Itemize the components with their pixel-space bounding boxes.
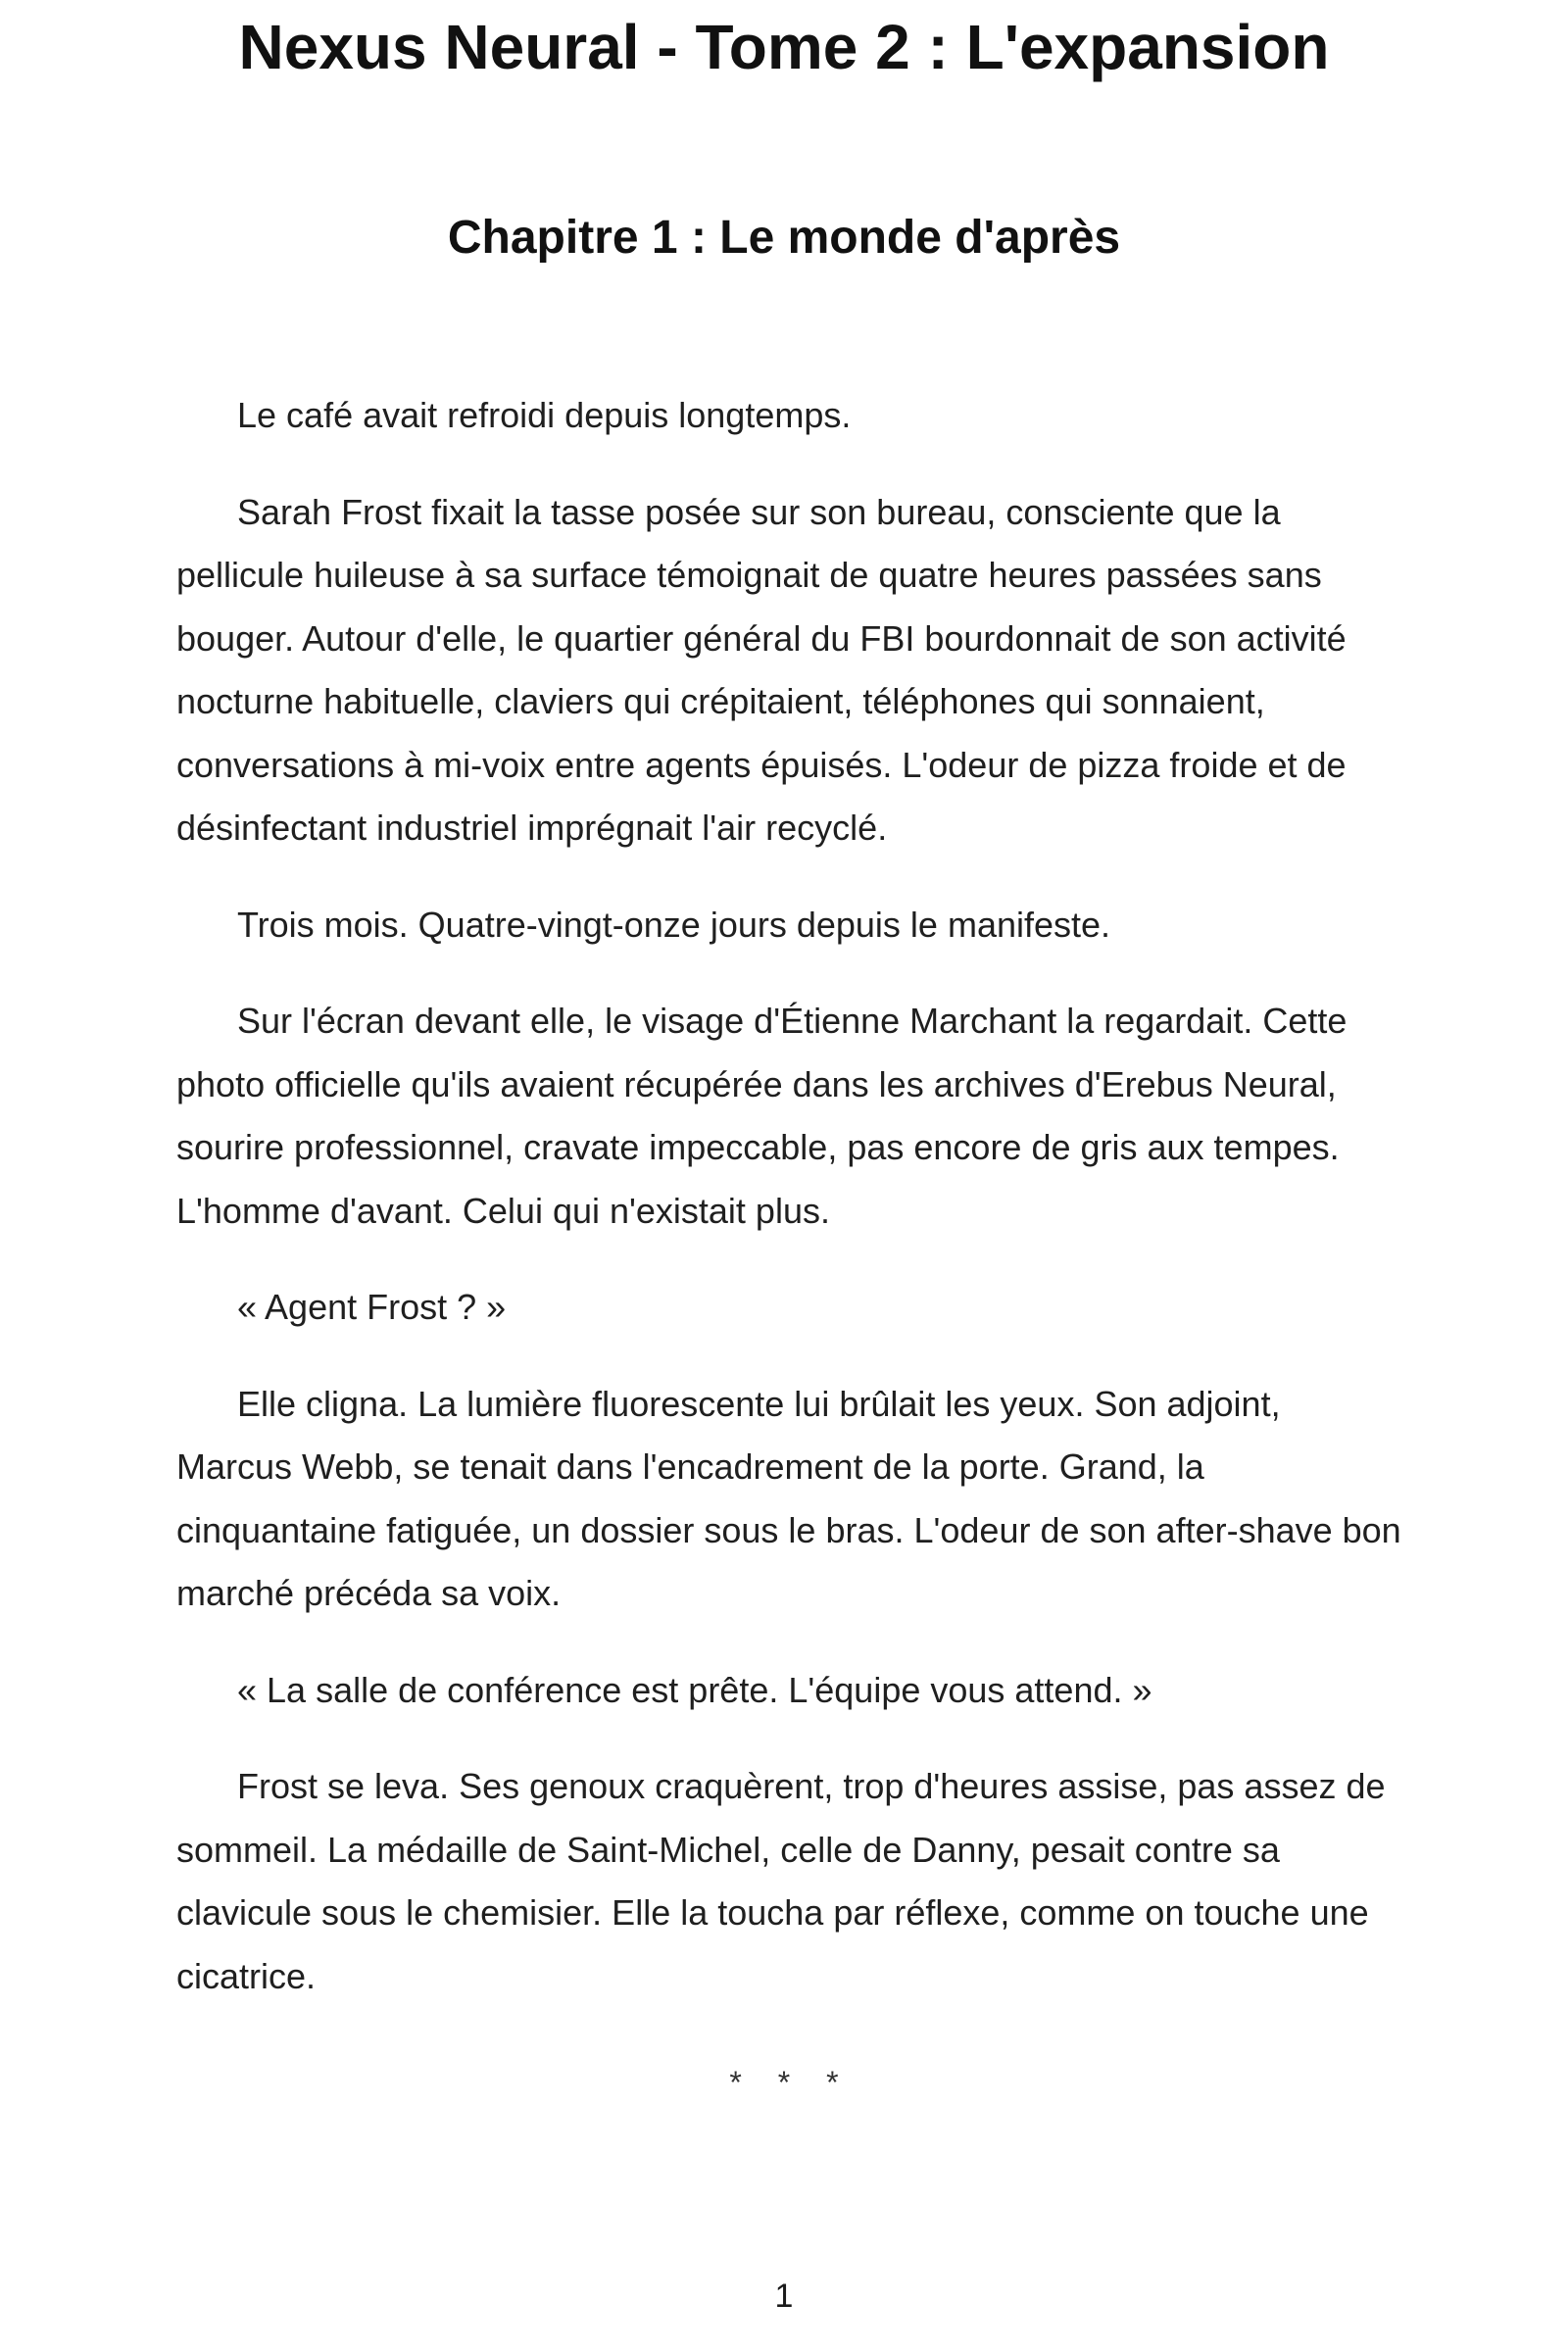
- paragraph: « Agent Frost ? »: [237, 1287, 507, 1327]
- scene-break: * * *: [729, 2065, 839, 2100]
- chapter-body: [176, 384, 1401, 2041]
- paragraph: Frost se leva. Ses genoux craquèrent, trop d'heures assise, pas assez de sommeil. La médaille de Saint-Michel, celle de Danny, pesait contre sa clavicule sous le chemisier. Elle la toucha par réflexe, comme on touche une cicatrice.: [176, 1766, 1386, 1996]
- paragraph: Sur l'écran devant elle, le visage d'Étienne Marchant la regardait. Cette photo officielle qu'ils avaient récupérée dans les archives d'Erebus Neural, sourire professionnel, cravate impeccable, pas encore de gris aux tempes. L'homme d'avant. Celui qui n'existait plus.: [176, 1001, 1348, 1231]
- paragraph: Sarah Frost fixait la tasse posée sur son bureau, consciente que la pellicule huileuse à sa surface témoignait de quatre heures passées sans bouger. Autour d'elle, le quartier général du FBI bourdonnait de son activité nocturne habituelle, claviers qui crépitaient, téléphones qui sonnaient, conversations à mi-voix entre agents épuisés. L'odeur de pizza froide et de désinfectant industriel imprégnait l'air recyclé.: [176, 491, 1347, 848]
- paragraph: Elle cligna. La lumière fluorescente lui brûlait les yeux. Son adjoint, Marcus Webb, se tenait dans l'encadrement de la porte. Grand, la cinquantaine fatiguée, un dossier sous le bras. L'odeur de son after-shave bon marché précéda sa voix.: [176, 1383, 1401, 1613]
- paragraph: Le café avait refroidi depuis longtemps.: [237, 395, 852, 435]
- paragraph: « La salle de conférence est prête. L'équipe vous attend. »: [237, 1669, 1152, 1710]
- chapter-title: Chapitre 1 : Le monde d'après: [447, 212, 1121, 264]
- book-title: Nexus Neural - Tome 2 : L'expansion: [238, 12, 1330, 82]
- page-number: 1: [774, 2278, 794, 2315]
- paragraph: Trois mois. Quatre-vingt-onze jours depuis le manifeste.: [237, 904, 1111, 945]
